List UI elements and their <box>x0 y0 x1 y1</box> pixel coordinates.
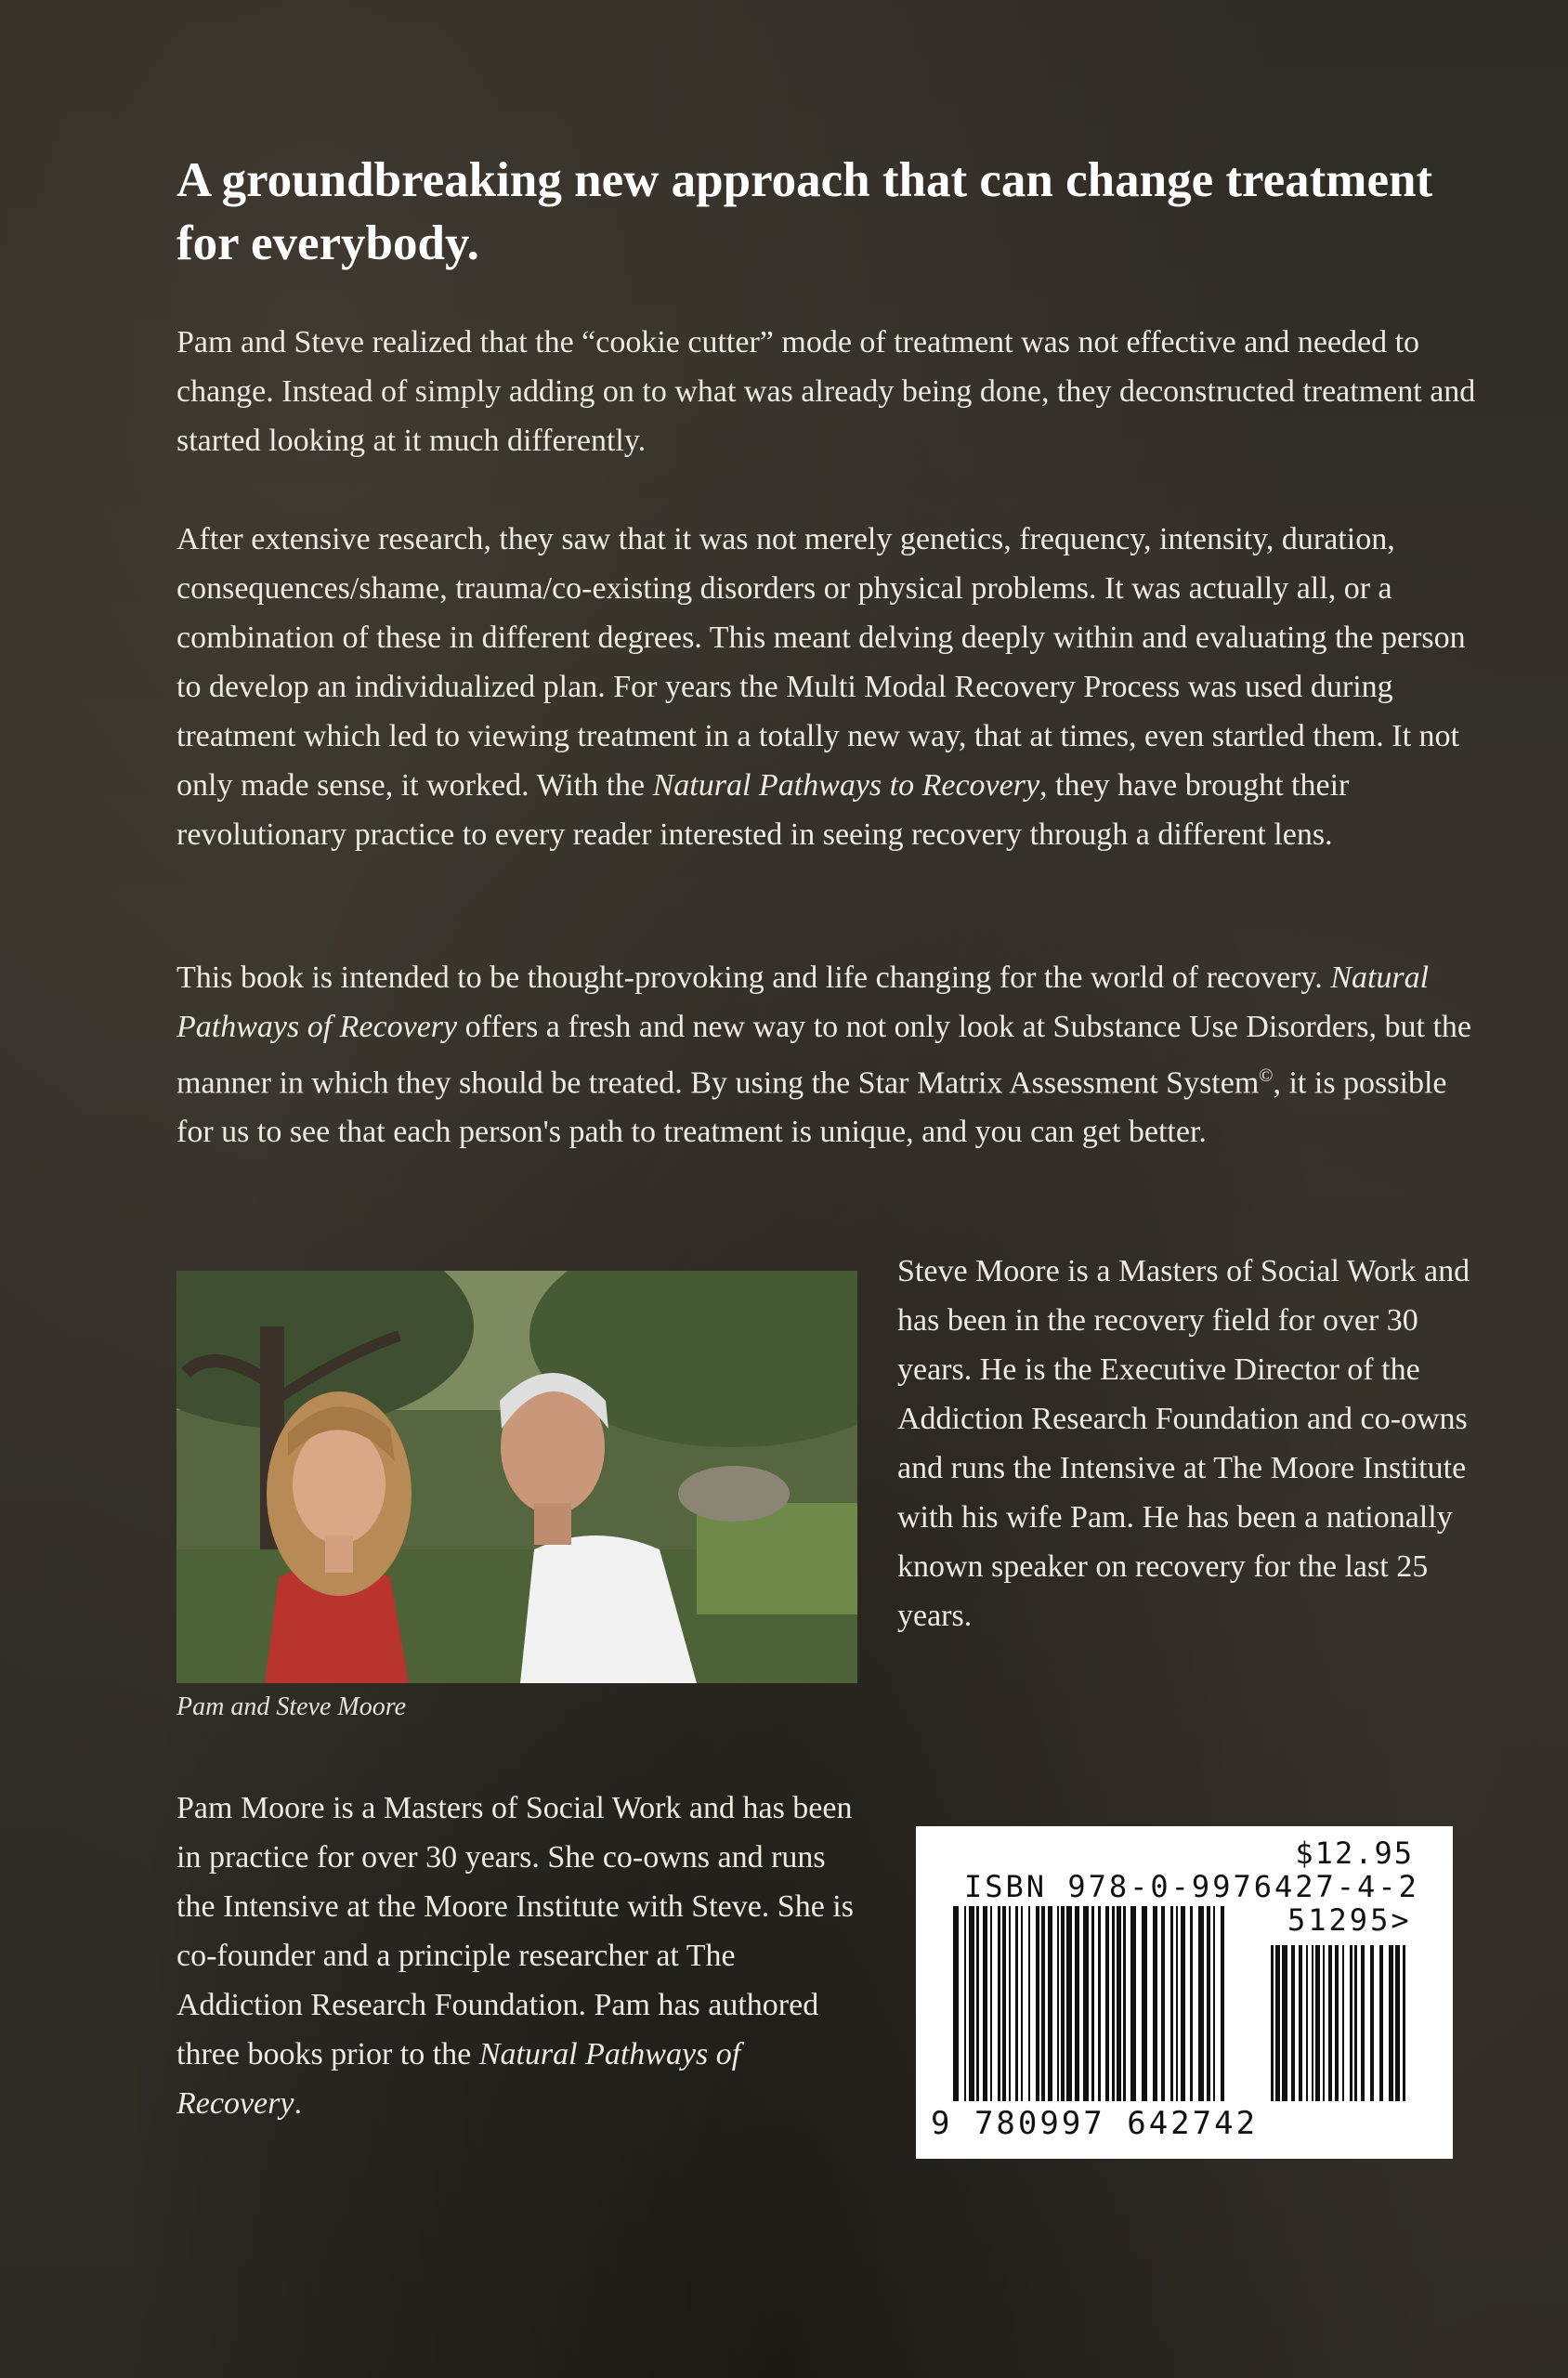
barcode-bar <box>1170 1906 1173 2101</box>
purpose-text-start: This book is intended to be thought-provoking and life changing for the world of recovery. <box>176 960 1331 995</box>
isbn-barcode <box>916 1826 1453 2159</box>
price-label: $12.95 <box>1295 1836 1414 1871</box>
research-text-start: After extensive research, they saw that it was not merely genetics, frequency, intensity, duration, consequences/shame, trauma/co-existing disorders or physical problems. It was actually all, or a combination of these in different degrees. This meant delving deeply within and evaluating the person to develop an individualized plan. For years the Multi Modal Recovery Process was used during treatment which led to viewing treatment in a totally new way, that at times, even startled them. It not only made sense, it worked. With the <box>176 522 1466 803</box>
barcode-bar <box>1299 1945 1302 2101</box>
headline: A groundbreaking new approach that can change treatment for everybody. <box>176 153 1433 270</box>
barcode-bar <box>1306 1945 1308 2101</box>
author-photo <box>176 1271 857 1683</box>
pam-bio-end: . <box>294 2086 302 2121</box>
barcode-bar <box>1342 1945 1344 2101</box>
barcode-bar <box>1190 1906 1193 2101</box>
steve-moore-bio: Steve Moore is a Masters of Social Work and has been in the recovery field for over 30 years. He is the Executive Director of the Addiction Research Foundation and co-owns and runs the Intensive at The Moore Institute with his wife Pam. He has been a nationally known speaker on recovery for the last 25 years. <box>897 1254 1470 1633</box>
barcode-bar <box>1028 1906 1030 2101</box>
barcode-bar <box>998 1906 1000 2101</box>
barcode-bar <box>1002 1906 1006 2101</box>
barcode-bar <box>1066 1906 1072 2101</box>
barcode-bar <box>1207 1906 1210 2101</box>
barcode-bar <box>1275 1945 1280 2101</box>
research-paragraph <box>176 515 1477 859</box>
barcode-bar <box>1395 1945 1400 2101</box>
barcode-bar <box>983 1906 987 2101</box>
book-title-ref: Natural Pathways of Recovery <box>176 2037 741 2121</box>
intro-paragraph: Pam and Steve realized that the “cookie cutter” mode of treatment was not effective and needed to change. Instead of simply adding on to what was already being done, they deconstructed treatment and started looking at it much differently. <box>176 325 1476 458</box>
barcode-bar <box>976 1906 979 2101</box>
pam-moore-bio <box>176 1784 864 2128</box>
barcode-bar <box>1091 1906 1094 2101</box>
barcode-bar <box>1389 1945 1393 2101</box>
barcode-bar <box>1142 1906 1147 2101</box>
barcode-bar <box>1130 1906 1136 2101</box>
barcode-bar <box>1036 1906 1039 2101</box>
purpose-text-end: , it is possible for us to see that each person's path to treatment is unique, and you can get better. <box>176 1065 1447 1150</box>
barcode-bar <box>1213 1906 1215 2101</box>
barcode-bar <box>1161 1906 1165 2101</box>
barcode-bar <box>964 1906 966 2101</box>
barcode-bar <box>1354 1945 1357 2101</box>
barcode-bar <box>1379 1945 1383 2101</box>
barcode-bar <box>1021 1906 1023 2101</box>
barcode-bar <box>1403 1945 1405 2101</box>
barcode-bar <box>1312 1945 1313 2101</box>
barcode-bar <box>1221 1906 1224 2101</box>
barcode-bar <box>1361 1945 1365 2101</box>
author-photo-illustration <box>176 1271 857 1683</box>
barcode-bar <box>1335 1945 1339 2101</box>
copyright-mark: © <box>1259 1065 1274 1086</box>
barcode-bar <box>1105 1906 1109 2101</box>
barcode-bar <box>1181 1906 1185 2101</box>
barcode-bar <box>953 1906 959 2101</box>
barcode-digits: 9 780997 642742 <box>931 2105 1259 2142</box>
barcode-bar <box>1176 1906 1178 2101</box>
barcode-bar <box>1153 1906 1157 2101</box>
barcode-bar <box>1075 1906 1079 2101</box>
barcode-bar <box>1282 1945 1287 2101</box>
barcode-bar <box>1041 1906 1045 2101</box>
barcode-bar <box>1057 1906 1059 2101</box>
barcode-bar <box>1323 1945 1325 2101</box>
barcode-bar <box>1370 1945 1374 2101</box>
barcode-bar <box>1328 1945 1332 2101</box>
purpose-text-middle: offers a fresh and new way to not only look at Substance Use Disorders, but the manner in which they should be treated. By using the Star Matrix Assessment System <box>176 1010 1471 1101</box>
barcode-bar <box>1061 1906 1065 2101</box>
barcode-bar <box>1271 1945 1274 2101</box>
barcode-bar <box>1015 1906 1018 2101</box>
photo-caption: Pam and Steve Moore <box>176 1692 406 1721</box>
barcode-bar <box>1083 1906 1089 2101</box>
addon-barcode-bars <box>1271 1945 1419 2101</box>
barcode-bar <box>1048 1906 1052 2101</box>
barcode-bar <box>1009 1906 1011 2101</box>
barcode-bar <box>1315 1945 1320 2101</box>
book-title-ref: Natural Pathways to Recovery <box>652 768 1040 803</box>
ean-barcode-bars <box>953 1906 1232 2101</box>
barcode-bar <box>1098 1906 1101 2101</box>
pam-bio-text: Pam Moore is a Masters of Social Work and has been in practice for over 30 years. She co-owns and runs the Intensive at the Moore Institute with Steve. She is co-founder and a principle researcher at The Addiction Research Foundation. Pam has authored three books prior to the <box>176 1791 854 2071</box>
isbn-label: ISBN 978-0-9976427-4-2 <box>964 1869 1419 1904</box>
barcode-bar <box>1291 1945 1295 2101</box>
barcode-bar <box>1112 1906 1115 2101</box>
addon-code-label: 51295> <box>1287 1902 1412 1938</box>
barcode-bar <box>1350 1945 1352 2101</box>
barcode-bar <box>969 1906 974 2101</box>
book-title-ref: Natural Pathways of Recovery <box>176 960 1430 1044</box>
barcode-bar <box>1117 1906 1121 2101</box>
barcode-bar <box>990 1906 992 2101</box>
barcode-bar <box>1198 1906 1204 2101</box>
barcode-bar <box>1123 1906 1126 2101</box>
book-purpose-paragraph <box>176 953 1477 1156</box>
research-text-end: , they have brought their revolutionary practice to every reader interested in seeing recovery through a different lens. <box>176 768 1350 852</box>
